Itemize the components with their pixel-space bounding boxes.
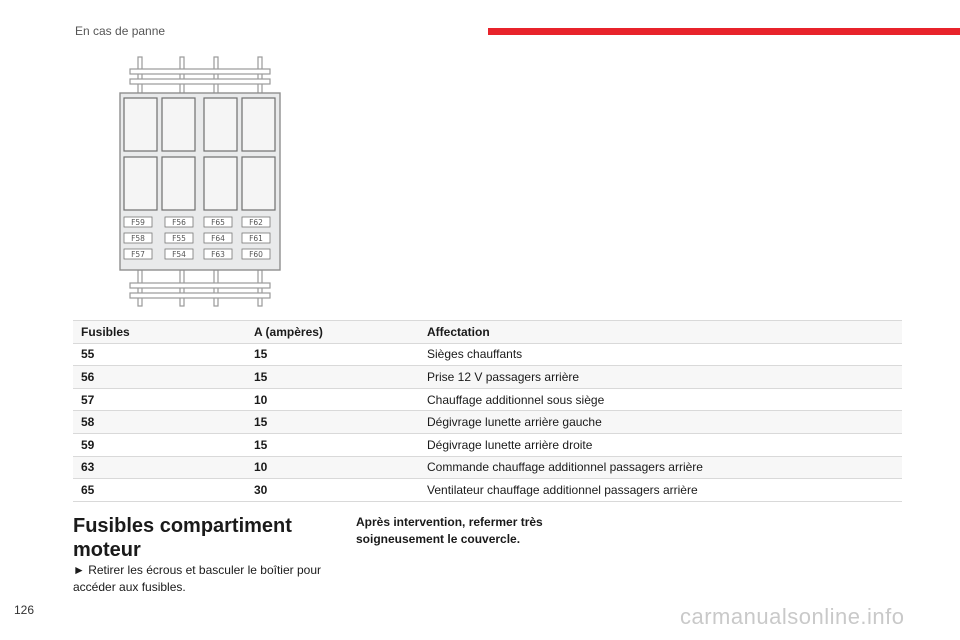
running-header: En cas de panne bbox=[75, 24, 166, 38]
column-header-amperes: A (ampères) bbox=[246, 321, 419, 344]
cell-assignment: Prise 12 V passagers arrière bbox=[419, 366, 902, 389]
section-title: Fusibles compartiment moteur bbox=[73, 515, 292, 561]
watermark: carmanualsonline.info bbox=[680, 604, 905, 629]
fuse-table bbox=[73, 320, 902, 502]
table-row bbox=[73, 411, 902, 434]
page-number: 126 bbox=[14, 603, 35, 617]
table-row bbox=[73, 366, 902, 389]
cell-fuse-number: 56 bbox=[73, 366, 246, 389]
cell-assignment: Chauffage additionnel sous siège bbox=[419, 388, 902, 411]
closing-note: Après intervention, refermer très soigneusement le couvercle. bbox=[356, 515, 543, 546]
table-row bbox=[73, 343, 902, 366]
cell-fuse-number: 59 bbox=[73, 433, 246, 456]
table-header-row bbox=[73, 321, 902, 344]
fuse-label: F58 bbox=[131, 234, 145, 243]
table-row bbox=[73, 456, 902, 479]
fuse-label: F56 bbox=[172, 218, 186, 227]
column-header-assignment: Affectation bbox=[419, 321, 902, 344]
fuse-label: F61 bbox=[249, 234, 263, 243]
fuse-label: F54 bbox=[172, 250, 186, 259]
fuse-label: F62 bbox=[249, 218, 263, 227]
cell-fuse-number: 55 bbox=[73, 343, 246, 366]
cell-amperes: 15 bbox=[246, 366, 419, 389]
fuse-label: F65 bbox=[211, 218, 225, 227]
table-row bbox=[73, 433, 902, 456]
cell-assignment: Dégivrage lunette arrière droite bbox=[419, 433, 902, 456]
fuse-label: F60 bbox=[249, 250, 263, 259]
cell-fuse-number: 57 bbox=[73, 388, 246, 411]
table-row bbox=[73, 479, 902, 502]
cell-fuse-number: 65 bbox=[73, 479, 246, 502]
cell-amperes: 30 bbox=[246, 479, 419, 502]
cell-amperes: 10 bbox=[246, 456, 419, 479]
fuse-box-diagram bbox=[110, 55, 290, 310]
cell-amperes: 15 bbox=[246, 433, 419, 456]
header-accent-bar bbox=[488, 28, 960, 35]
cell-fuse-number: 58 bbox=[73, 411, 246, 434]
cell-fuse-number: 63 bbox=[73, 456, 246, 479]
fuse-label: F55 bbox=[172, 234, 186, 243]
table-row bbox=[73, 388, 902, 411]
fuse-label: F57 bbox=[131, 250, 145, 259]
cell-assignment: Commande chauffage additionnel passagers arrière bbox=[419, 456, 902, 479]
cell-assignment: Ventilateur chauffage additionnel passagers arrière bbox=[419, 479, 902, 502]
column-header-fuses: Fusibles bbox=[73, 321, 246, 344]
fuse-label: F64 bbox=[211, 234, 225, 243]
cell-assignment: Dégivrage lunette arrière gauche bbox=[419, 411, 902, 434]
fuse-label: F63 bbox=[211, 250, 225, 259]
fuse-label: F59 bbox=[131, 218, 145, 227]
cell-amperes: 10 bbox=[246, 388, 419, 411]
cell-amperes: 15 bbox=[246, 411, 419, 434]
instruction-bullet: ► Retirer les écrous et basculer le boîtier pour accéder aux fusibles. bbox=[73, 563, 321, 594]
cell-amperes: 15 bbox=[246, 343, 419, 366]
cell-assignment: Sièges chauffants bbox=[419, 343, 902, 366]
